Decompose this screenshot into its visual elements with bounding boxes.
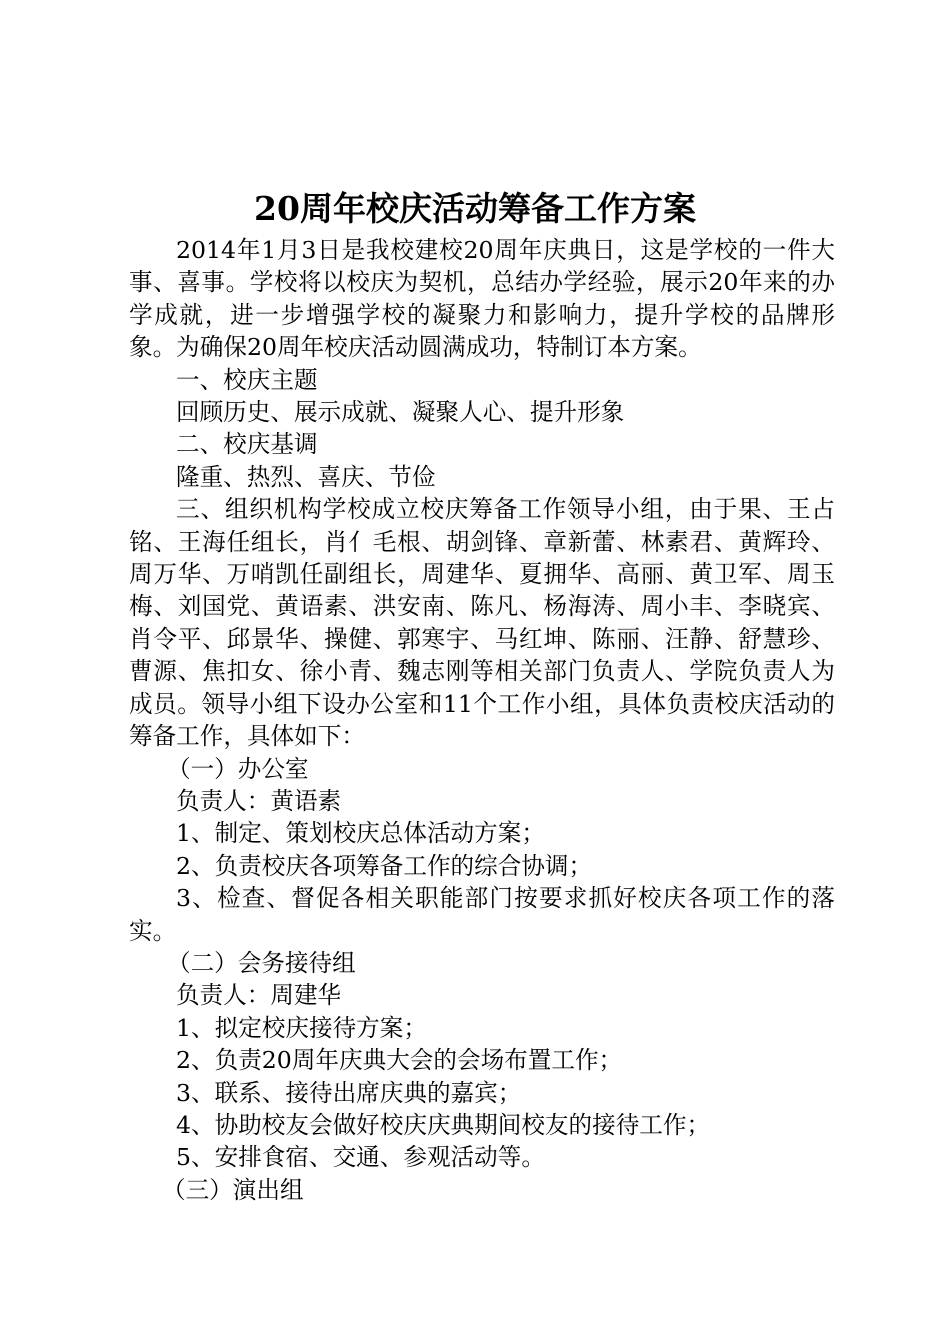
section-heading-tone: 二、校庆基调 bbox=[176, 430, 318, 459]
office-item-3: 3、检查、督促各相关职能部门按要求抓好校庆各项工作的落实。 bbox=[129, 884, 835, 945]
reception-leader: 负责人：周建华 bbox=[176, 981, 342, 1010]
tone-text: 隆重、热烈、喜庆、节俭 bbox=[176, 462, 436, 491]
subsection-heading-reception: （二）会务接待组 bbox=[167, 948, 356, 977]
section-heading-theme: 一、校庆主题 bbox=[176, 365, 318, 394]
reception-item-3: 3、联系、接待出席庆典的嘉宾； bbox=[176, 1078, 522, 1107]
reception-item-4: 4、协助校友会做好校庆庆典期间校友的接待工作； bbox=[176, 1110, 711, 1139]
organization-paragraph: 三、组织机构学校成立校庆筹备工作领导小组，由于果、王占铭、王海任组长，肖亻毛根、胡剑锋、章新蕾、林素君、黄辉玲、周万华、万哨凯任副组长，周建华、夏拥华、高丽、黄卫军、周玉梅、刘国党、黄语素、洪安南、陈凡、杨海涛、周小丰、李晓宾、肖令平、邱景华、操健、郭寒宇、马红坤、陈丽、汪静、舒慧珍、曹源、焦扣女、徐小青、魏志刚等相关部门负责人、学院负责人为成员。领导小组下设办公室和11个工作小组，具体负责校庆活动的筹备工作，具体如下： bbox=[129, 495, 835, 751]
reception-item-1: 1、拟定校庆接待方案； bbox=[176, 1013, 427, 1042]
theme-text: 回顾历史、展示成就、凝聚人心、提升形象 bbox=[176, 398, 625, 427]
office-item-1: 1、制定、策划校庆总体活动方案； bbox=[176, 819, 545, 848]
reception-item-2: 2、负责20周年庆典大会的会场布置工作； bbox=[176, 1046, 623, 1075]
subsection-heading-office: （一）办公室 bbox=[167, 754, 309, 783]
office-item-2: 2、负责校庆各项筹备工作的综合协调； bbox=[176, 851, 593, 880]
document-title: 20周年校庆活动筹备工作方案 bbox=[254, 189, 696, 228]
document-body bbox=[129, 234, 835, 1206]
intro-paragraph: 2014年1月3日是我校建校20周年庆典日，这是学校的一件大事、喜事。学校将以校庆为契机，总结办学经验，展示20年来的办学成就，进一步增强学校的凝聚力和影响力，提升学校的品牌形象。为确保20周年校庆活动圆满成功，特制订本方案。 bbox=[129, 236, 835, 362]
office-leader: 负责人：黄语素 bbox=[176, 786, 342, 815]
subsection-heading-performance: （三）演出组 bbox=[162, 1175, 304, 1204]
reception-item-5: 5、安排食宿、交通、参观活动等。 bbox=[176, 1143, 545, 1172]
